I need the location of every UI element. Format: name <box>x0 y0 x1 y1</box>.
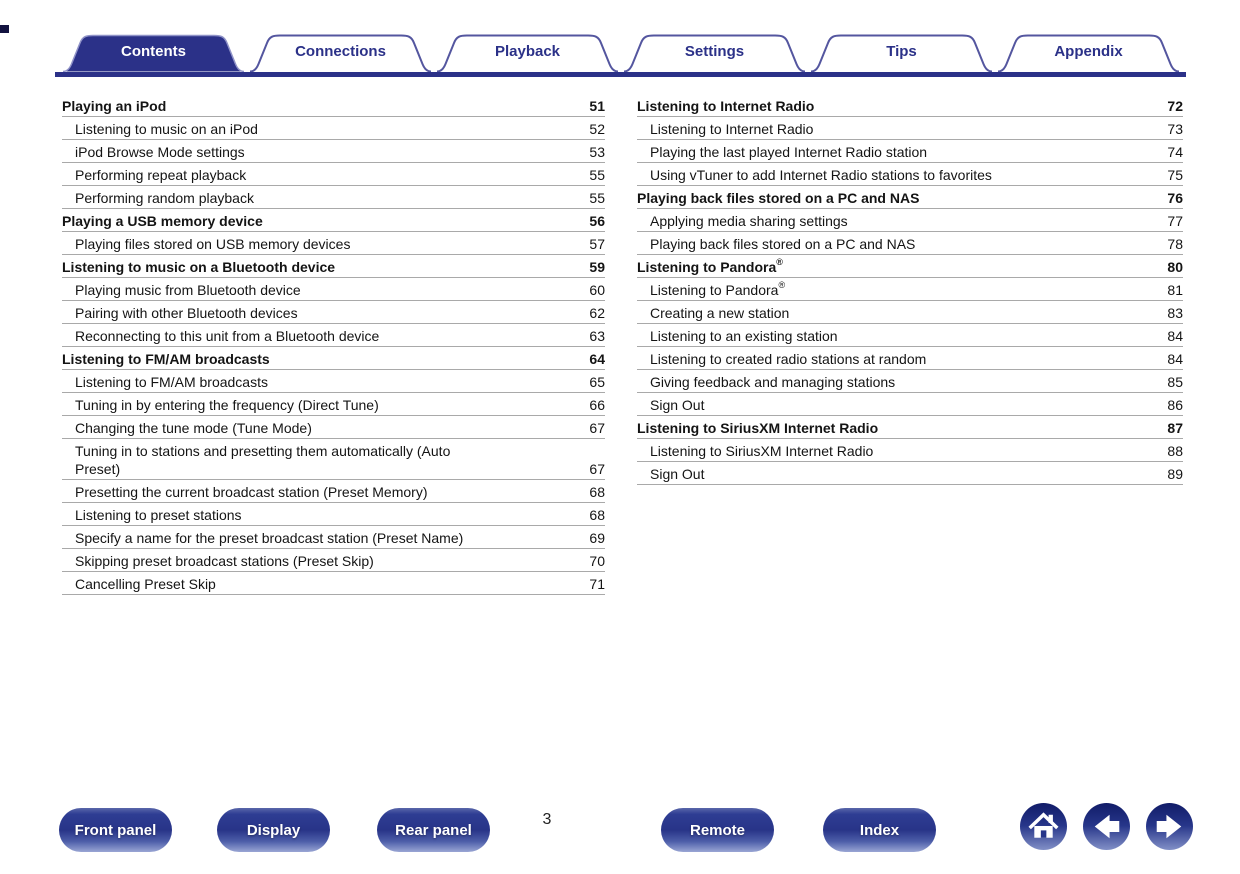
toc-entry[interactable] <box>62 503 605 526</box>
tab-label: Settings <box>684 43 745 60</box>
toc-entry[interactable] <box>637 140 1183 163</box>
toc-entry[interactable] <box>62 393 605 416</box>
toc-entry-page: 78 <box>1167 236 1183 252</box>
tab-bar <box>60 32 1182 72</box>
index-button[interactable] <box>823 808 936 852</box>
toc-entry-title: iPod Browse Mode settings <box>75 144 245 160</box>
toc-entry-title: Sign Out <box>650 466 705 482</box>
toc-entry-page: 84 <box>1167 351 1183 367</box>
toc-entry[interactable] <box>637 462 1183 485</box>
tab-connections[interactable] <box>247 32 434 72</box>
toc-entry-page: 85 <box>1167 374 1183 390</box>
toc-entry[interactable] <box>637 347 1183 370</box>
toc-section-header[interactable] <box>62 94 605 117</box>
toc-entry[interactable] <box>62 370 605 393</box>
toc-entry-title: Using vTuner to add Internet Radio stations to favorites <box>650 167 992 183</box>
toc-entry[interactable] <box>62 572 605 595</box>
toc-entry-page: 76 <box>1167 190 1183 206</box>
toc-entry-title: Creating a new station <box>650 305 790 321</box>
toc-entry-title: Listening to SiriusXM Internet Radio <box>650 443 874 459</box>
toc-entry-title: Skipping preset broadcast stations (Preset Skip) <box>75 553 374 569</box>
tab-tips[interactable] <box>808 32 995 72</box>
toc-entry-page: 64 <box>589 351 605 367</box>
toc-column-left <box>62 94 605 595</box>
toc-entry[interactable] <box>62 163 605 186</box>
toc-entry[interactable] <box>637 232 1183 255</box>
toc-entry-page: 89 <box>1167 466 1183 482</box>
toc-entry[interactable] <box>62 324 605 347</box>
toc-entry[interactable] <box>62 439 605 480</box>
toc-entry-title: Tuning in by entering the frequency (Direct Tune) <box>75 397 379 413</box>
toc-entry[interactable] <box>62 301 605 324</box>
home-icon[interactable] <box>1020 803 1067 850</box>
tab-label: Tips <box>886 43 917 60</box>
toc-entry-page: 69 <box>589 530 605 546</box>
tab-appendix[interactable] <box>995 32 1182 72</box>
toc-entry-page: 57 <box>589 236 605 252</box>
toc-entry[interactable] <box>637 209 1183 232</box>
toc-entry-title: Playing files stored on USB memory devices <box>75 236 351 252</box>
toc-entry-page: 56 <box>589 213 605 229</box>
toc-entry-title: Listening to Internet Radio <box>637 98 815 114</box>
toc-entry-page: 68 <box>589 484 605 500</box>
toc-entry-page: 67 <box>589 461 605 477</box>
toc-entry[interactable] <box>62 117 605 140</box>
back-arrow-icon[interactable] <box>1083 803 1130 850</box>
page-corner-mark <box>0 25 9 33</box>
remote-button[interactable] <box>661 808 774 852</box>
button-label: Display <box>246 821 301 839</box>
tab-label: Contents <box>121 43 186 60</box>
display-button[interactable] <box>217 808 330 852</box>
toc-entry-title: Listening to preset stations <box>75 507 242 523</box>
toc-entry-title: Tuning in to stations and presetting them automatically (Auto Preset) <box>75 443 451 477</box>
toc-entry-title: Playing an iPod <box>62 98 167 114</box>
toc-entry[interactable] <box>637 163 1183 186</box>
toc-entry-title: Listening to Internet Radio <box>650 121 814 137</box>
page-number: 3 <box>542 811 552 828</box>
toc-entry-page: 88 <box>1167 443 1183 459</box>
toc-entry-page: 59 <box>589 259 605 275</box>
toc-entry[interactable] <box>62 186 605 209</box>
toc-entry-page: 77 <box>1167 213 1183 229</box>
toc-entry-title: Listening to music on an iPod <box>75 121 258 137</box>
toc-entry-page: 80 <box>1167 259 1183 275</box>
toc-entry-page: 72 <box>1167 98 1183 114</box>
toc-entry-title: Listening to Pandora® <box>650 280 786 298</box>
tab-contents[interactable] <box>60 32 247 72</box>
toc-entry-page: 66 <box>589 397 605 413</box>
tab-baseline-rule <box>55 72 1186 77</box>
toc-entry[interactable] <box>62 549 605 572</box>
front-panel-button[interactable] <box>59 808 172 852</box>
toc-entry-page: 68 <box>589 507 605 523</box>
toc-entry-title: Listening to music on a Bluetooth device <box>62 259 336 275</box>
toc-section-header[interactable] <box>62 347 605 370</box>
tab-settings[interactable] <box>621 32 808 72</box>
tab-label: Playback <box>494 43 561 60</box>
toc-entry[interactable] <box>62 526 605 549</box>
toc-section-header[interactable] <box>637 186 1183 209</box>
toc-entry-page: 87 <box>1167 420 1183 436</box>
toc-entry[interactable] <box>637 324 1183 347</box>
toc-section-header[interactable] <box>637 416 1183 439</box>
toc-entry-title: Playing a USB memory device <box>62 213 263 229</box>
toc-entry[interactable] <box>62 140 605 163</box>
toc-entry-page: 52 <box>589 121 605 137</box>
toc-entry-page: 67 <box>589 420 605 436</box>
toc-entry-page: 55 <box>589 167 605 183</box>
tab-label: Connections <box>295 43 386 60</box>
tab-playback[interactable] <box>434 32 621 72</box>
rear-panel-button[interactable] <box>377 808 490 852</box>
toc-entry-title: Listening to SiriusXM Internet Radio <box>637 420 879 436</box>
toc-entry-title: Playing back files stored on a PC and NAS <box>637 190 920 206</box>
toc-entry-title: Performing repeat playback <box>75 167 247 183</box>
toc-entry-title: Listening to created radio stations at random <box>650 351 927 367</box>
toc-entry-page: 75 <box>1167 167 1183 183</box>
toc-entry[interactable] <box>637 117 1183 140</box>
toc-entry-page: 53 <box>589 144 605 160</box>
toc-entry-page: 71 <box>589 576 605 592</box>
toc-entry-page: 51 <box>589 98 605 114</box>
toc-entry-title: Performing random playback <box>75 190 254 206</box>
toc-entry-title: Giving feedback and managing stations <box>650 374 896 390</box>
toc-entry-title: Specify a name for the preset broadcast station (Preset Name) <box>75 530 464 546</box>
button-label: Index <box>859 821 900 839</box>
toc-entry-page: 74 <box>1167 144 1183 160</box>
toc-entry-page: 55 <box>589 190 605 206</box>
toc-entry-page: 63 <box>589 328 605 344</box>
button-label: Rear panel <box>395 821 472 839</box>
toc-entry-page: 73 <box>1167 121 1183 137</box>
toc-section-header[interactable] <box>637 94 1183 117</box>
button-label: Front panel <box>74 821 157 839</box>
toc-entry[interactable] <box>62 232 605 255</box>
toc-entry-title: Pairing with other Bluetooth devices <box>75 305 298 321</box>
toc-entry-title: Changing the tune mode (Tune Mode) <box>75 420 312 436</box>
toc-entry[interactable] <box>637 301 1183 324</box>
toc-entry-page: 60 <box>589 282 605 298</box>
toc-section-header[interactable] <box>62 255 605 278</box>
toc-entry-title: Listening to an existing station <box>650 328 838 344</box>
toc-entry-page: 86 <box>1167 397 1183 413</box>
toc-entry-title: Listening to Pandora® <box>637 257 783 275</box>
toc-entry[interactable] <box>62 278 605 301</box>
toc-entry-title: Cancelling Preset Skip <box>75 576 216 592</box>
toc-entry[interactable] <box>637 439 1183 462</box>
toc-entry-title: Playing the last played Internet Radio station <box>650 144 928 160</box>
button-label: Remote <box>689 821 745 839</box>
tab-label: Appendix <box>1054 43 1123 60</box>
toc-entry-page: 70 <box>589 553 605 569</box>
toc-section-header[interactable] <box>637 255 1183 278</box>
toc-entry[interactable] <box>62 416 605 439</box>
toc-entry-title: Reconnecting to this unit from a Bluetooth device <box>75 328 380 344</box>
toc-entry[interactable] <box>637 370 1183 393</box>
toc-entry-page: 65 <box>589 374 605 390</box>
toc-section-header[interactable] <box>62 209 605 232</box>
toc-entry-page: 62 <box>589 305 605 321</box>
toc-entry[interactable] <box>637 278 1183 301</box>
toc-entry[interactable] <box>62 480 605 503</box>
toc-entry-title: Playing back files stored on a PC and NAS <box>650 236 916 252</box>
toc-column-right <box>637 94 1183 485</box>
toc-entry[interactable] <box>637 393 1183 416</box>
forward-arrow-icon[interactable] <box>1146 803 1193 850</box>
toc-entry-title: Sign Out <box>650 397 705 413</box>
toc-entry-title: Presetting the current broadcast station (Preset Memory) <box>75 484 428 500</box>
toc-entry-title: Applying media sharing settings <box>650 213 848 229</box>
toc-entry-title: Listening to FM/AM broadcasts <box>62 351 270 367</box>
toc-entry-title: Listening to FM/AM broadcasts <box>75 374 268 390</box>
toc-entry-page: 83 <box>1167 305 1183 321</box>
toc-entry-page: 81 <box>1167 282 1183 298</box>
toc-entry-page: 84 <box>1167 328 1183 344</box>
toc-entry-title: Playing music from Bluetooth device <box>75 282 301 298</box>
